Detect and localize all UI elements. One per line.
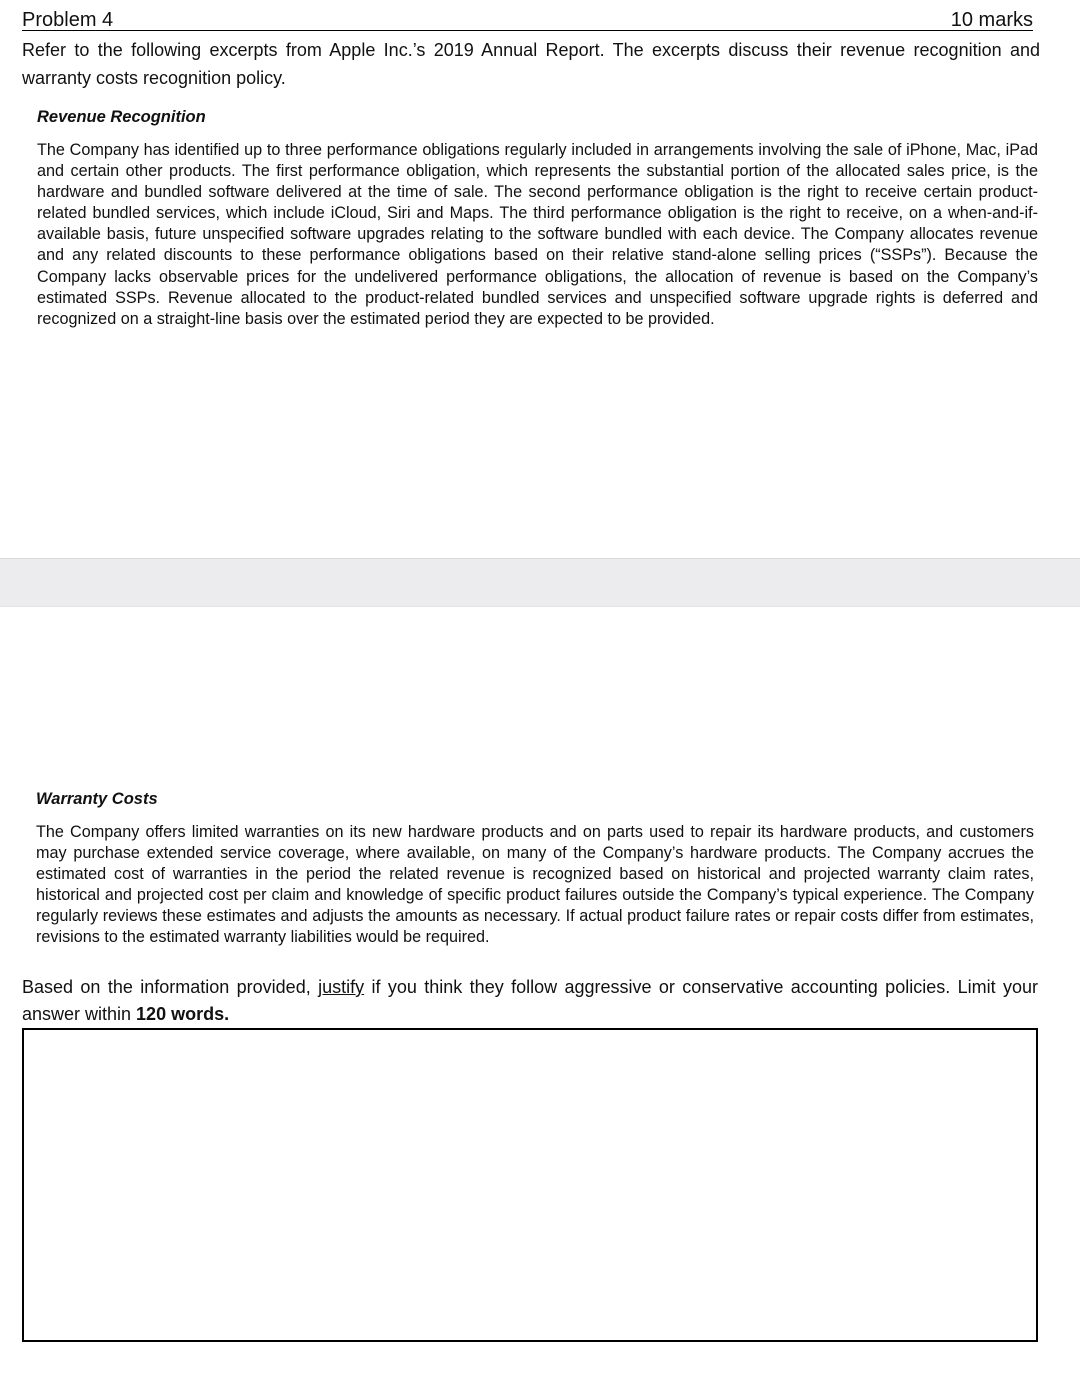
- problem-marks: 10 marks: [950, 9, 1033, 31]
- question-text-middle: if you think they follow aggressive or conservative accounting policies. Limit your answer within: [22, 977, 1038, 1024]
- answer-input[interactable]: [24, 1030, 1036, 1340]
- warranty-costs-heading: Warranty Costs: [36, 790, 158, 808]
- question-text-start: Based on the information provided,: [22, 977, 319, 997]
- problem-title: Problem 4: [22, 9, 114, 31]
- page-break-separator: [0, 558, 1080, 607]
- question-prompt: [22, 974, 1038, 1028]
- intro-paragraph: Refer to the following excerpts from Apple Inc.’s 2019 Annual Report. The excerpts discuss their revenue recognition and warranty costs recognition policy.: [22, 40, 1040, 88]
- revenue-recognition-excerpt: The Company has identified up to three performance obligations regularly included in arrangements involving the sale of iPhone, Mac, iPad and certain other products. The first performance obligation, which represents the substantial portion of the allocated sales price, is the hardware and bundled software delivered at the time of sale. The second performance obligation is the right to receive certain product-related bundled services, which include iCloud, Siri and Maps. The third performance obligation is the right to receive, on a when-and-if-available basis, future unspecified software upgrades relating to the software bundled with each device. The Company allocates revenue and any related discounts to these performance obligations based on their relative stand-alone selling prices (“SSPs”). Because the Company lacks observable prices for the undelivered performance obligations, the allocation of revenue is based on the Company’s estimated SSPs. Revenue allocated to the product-related bundled services and unspecified software upgrade rights is deferred and recognized on a straight-line basis over the estimated period they are expected to be provided.: [37, 141, 1038, 328]
- warranty-costs-excerpt: The Company offers limited warranties on its new hardware products and on parts used to repair its hardware products, and customers may purchase extended service coverage, where available, on many of the Company’s hardware products. The Company accrues the estimated cost of warranties in the period the related revenue is recognized based on historical and projected warranty claim rates, historical and projected cost per claim and knowledge of specific product failures outside the Company’s typical experience. The Company regularly reviews these estimates and adjusts the amounts as necessary. If actual product failure rates or repair costs differ from estimates, revisions to the estimated warranty liabilities would be required.: [36, 823, 1034, 947]
- revenue-recognition-heading: Revenue Recognition: [37, 108, 206, 126]
- question-word-limit: 120 words.: [136, 1004, 230, 1024]
- problem-header: [22, 8, 1033, 31]
- question-justify-keyword: justify: [318, 977, 365, 997]
- answer-box[interactable]: [22, 1028, 1038, 1342]
